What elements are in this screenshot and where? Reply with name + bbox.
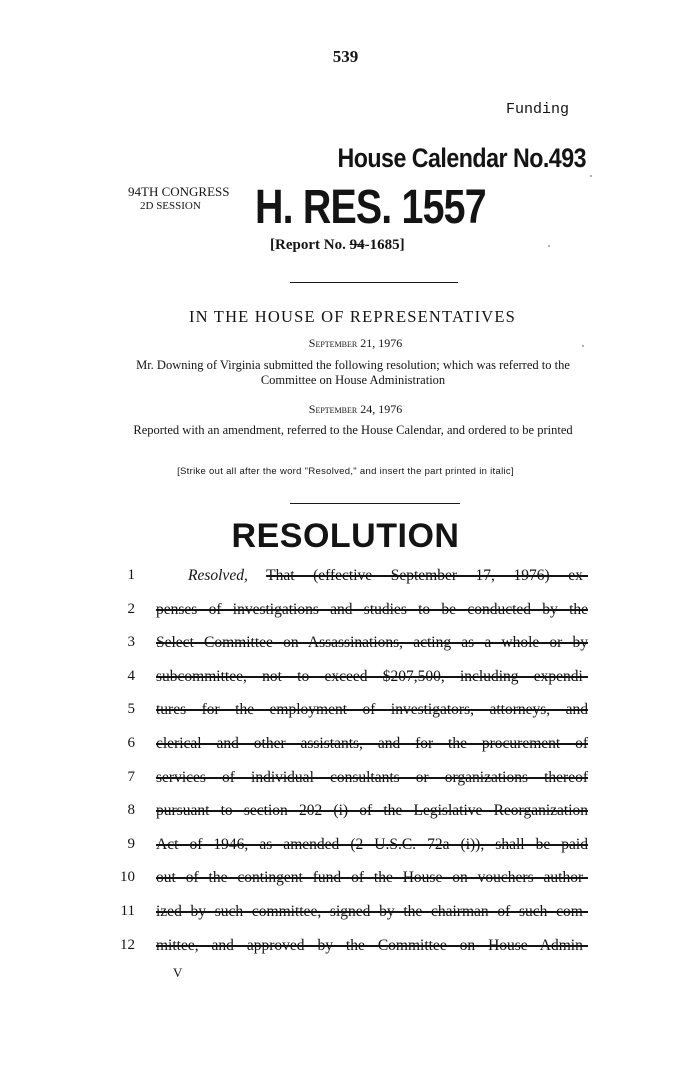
struck-text: ized by such committee, signed by the chairman of such com- (156, 903, 588, 920)
line-number: 11 (120, 903, 135, 919)
submission-date: September 21, 1976 (308, 336, 403, 350)
page-number: 539 (332, 47, 359, 66)
line-text (156, 802, 588, 820)
bill-line (110, 937, 590, 963)
report-close: -1685] (364, 237, 405, 253)
bill-line (110, 668, 590, 694)
struck-text: That (effective September 17, 1976) ex- (266, 567, 588, 584)
bill-line (110, 802, 590, 828)
report-open: [Report No. (270, 237, 350, 253)
line-text (188, 567, 588, 585)
line-text (156, 869, 588, 887)
line-text (156, 735, 588, 753)
struck-text: Select Committee on Assassinations, acting as a whole or by (156, 634, 588, 652)
divider-top (290, 282, 458, 283)
bill-line (110, 735, 590, 761)
line-text (156, 701, 588, 719)
divider-bottom (290, 503, 460, 504)
line-text (156, 769, 588, 787)
congress-label: 94TH CONGRESS (128, 184, 230, 199)
scan-speck (590, 175, 592, 177)
scan-speck (548, 245, 550, 247)
bill-id: H. RES. 1557 (255, 181, 486, 234)
header-note: Funding (505, 101, 569, 118)
resolved-word: Resolved, (188, 567, 248, 584)
bill-line (110, 634, 590, 660)
line-text (156, 668, 588, 686)
line-text (156, 836, 588, 854)
line-number: 2 (127, 600, 135, 617)
line-number: 1 (127, 567, 135, 583)
house-calendar-number: House Calendar No.493 (337, 143, 586, 173)
line-text (156, 601, 588, 619)
report-date: September 24, 1976 (308, 402, 403, 416)
bill-line (110, 567, 590, 593)
line-number: 6 (127, 735, 135, 751)
report-paragraph: Reported with an amendment, referred to the House Calendar, and ordered to be printed (133, 423, 573, 437)
struck-text: clerical and other assistants, and for the procurement of (156, 735, 588, 752)
struck-text: out of the contingent fund of the House on vouchers author- (156, 869, 588, 887)
line-text (156, 937, 588, 955)
bill-line (110, 836, 590, 862)
footer-mark: V (173, 965, 183, 980)
line-number: 10 (120, 869, 135, 886)
struck-text: services of individual consultants or organizations thereof (156, 768, 588, 786)
line-number: 3 (127, 634, 135, 651)
resolution-title: RESOLUTION (231, 517, 460, 555)
bill-line (110, 601, 590, 627)
struck-text: tures for the employment of investigators, attorneys, and (156, 701, 588, 719)
line-number: 5 (127, 701, 135, 718)
line-number: 9 (127, 835, 135, 852)
bill-line (110, 701, 590, 727)
bill-line (110, 869, 590, 895)
line-text (156, 903, 588, 921)
house-heading: IN THE HOUSE OF REPRESENTATIVES (188, 307, 517, 326)
bill-line (110, 769, 590, 795)
bill-line (110, 903, 590, 929)
session-label: 2D SESSION (140, 200, 201, 212)
line-number: 4 (127, 667, 135, 684)
strike-instruction: [Strike out all after the word "Resolved," and insert the part printed in italic] (177, 466, 514, 477)
line-number: 8 (127, 802, 135, 819)
report-number-struck: 94 (349, 237, 365, 253)
report-number (270, 237, 405, 254)
struck-text: subcommittee, not to exceed $207,500, including expendi- (156, 667, 588, 685)
line-number: 12 (120, 936, 135, 953)
struck-text: penses of investigations and studies to be conducted by the (156, 600, 588, 618)
struck-text: pursuant to section 202 (i) of the Legislative Reorganization (156, 802, 588, 820)
submission-paragraph: Mr. Downing of Virginia submitted the following resolution; which was referred to the Committee on House Administration (136, 358, 570, 387)
scan-speck (582, 345, 584, 347)
line-text (156, 634, 588, 652)
struck-text: Act of 1946, as amended (2 U.S.C. 72a (i)), shall be paid (156, 835, 588, 853)
struck-text: mittee, and approved by the Committee on House Admin- (156, 936, 588, 954)
line-number: 7 (127, 768, 135, 785)
